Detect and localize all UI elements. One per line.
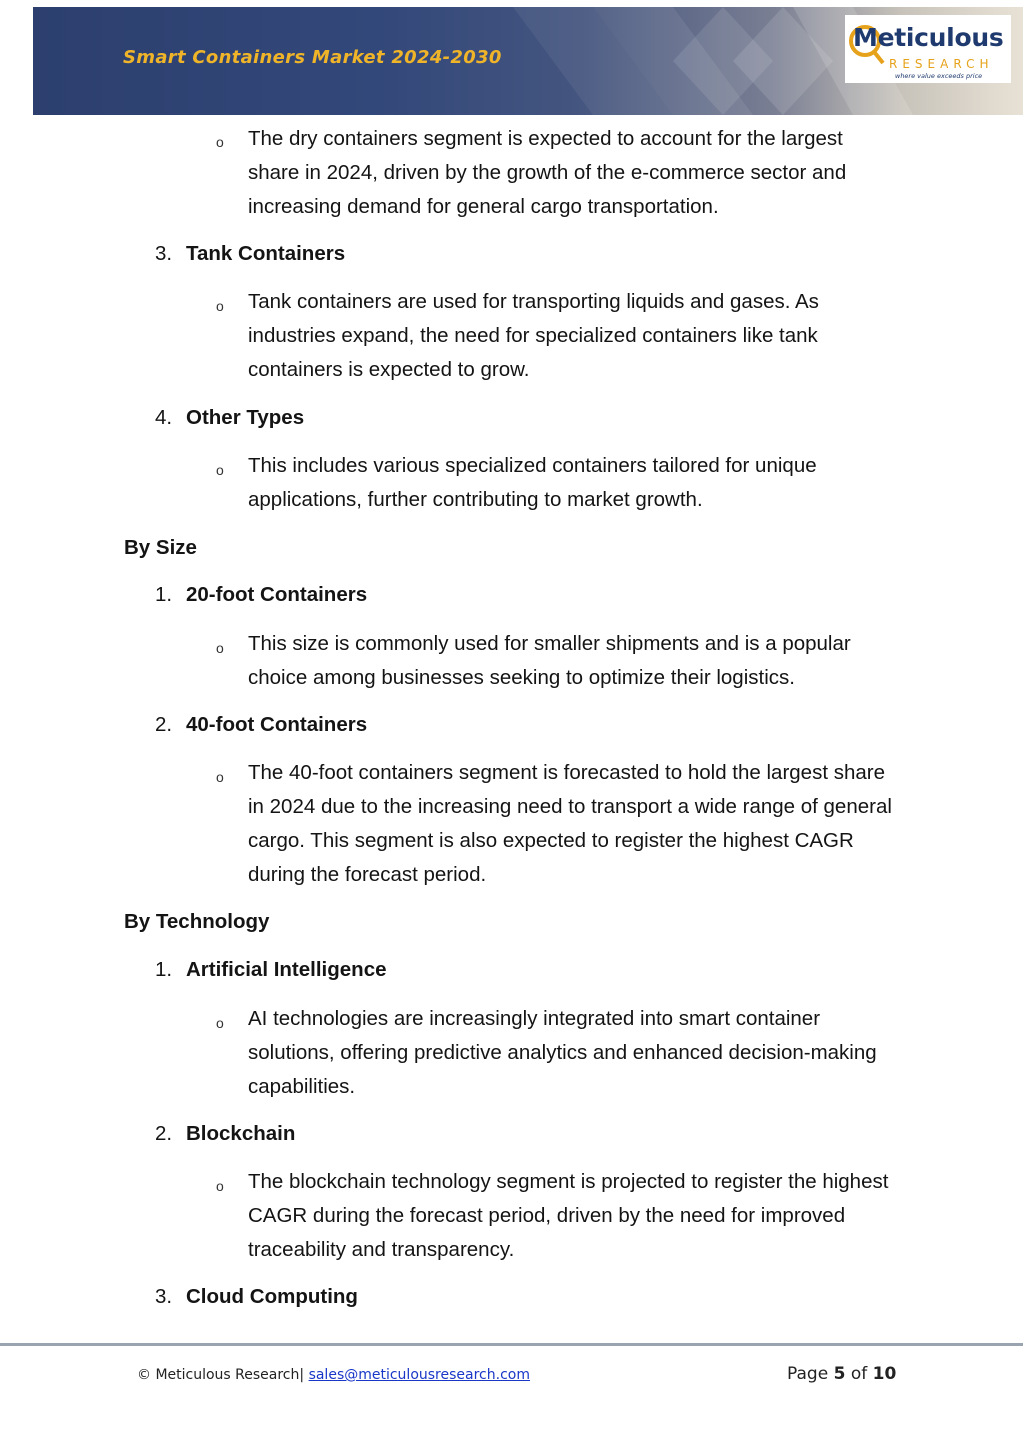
list-item-title: Other Types	[186, 406, 305, 429]
page-current: 5	[833, 1364, 846, 1384]
bullet-marker: o	[216, 134, 224, 150]
list-item-text: This size is commonly used for smaller shipments and is a popular choice among businesses seeking to optimize their logistics.	[248, 632, 851, 689]
bullet-marker: o	[216, 1178, 224, 1194]
list-number: 1.	[155, 958, 173, 981]
list-number: 2.	[155, 713, 173, 736]
header-banner	[33, 7, 1023, 115]
copyright-text: © Meticulous Research|	[137, 1367, 305, 1383]
header-title: Smart Containers Market 2024-2030	[123, 47, 502, 68]
section-heading-size: By Size	[124, 536, 197, 559]
list-number: 3.	[155, 1285, 173, 1308]
bullet-marker: o	[216, 1015, 224, 1031]
bullet-marker: o	[216, 769, 224, 785]
list-item-title: Tank Containers	[186, 242, 346, 265]
list-number: 1.	[155, 583, 173, 606]
bullet-marker: o	[216, 640, 224, 656]
list-item-text: AI technologies are increasingly integrated into smart container solutions, offering predictive analytics and enhanced decision-making capabilities.	[248, 1007, 877, 1098]
section-heading-technology: By Technology	[124, 910, 270, 933]
list-item-text: The blockchain technology segment is projected to register the highest CAGR during the forecast period, driven by the need for improved traceability and transparency.	[248, 1170, 889, 1261]
list-number: 3.	[155, 242, 173, 265]
list-item-title: Cloud Computing	[186, 1285, 358, 1308]
bullet-marker: o	[216, 298, 224, 314]
bullet-marker: o	[216, 462, 224, 478]
list-item-title: Blockchain	[186, 1122, 296, 1145]
list-item-text: Tank containers are used for transporting liquids and gases. As industries expand, the need for specialized containers like tank containers is expected to grow.	[248, 290, 819, 381]
page-of: of	[850, 1364, 868, 1384]
list-item-text: The 40-foot containers segment is forecasted to hold the largest share in 2024 due to the increasing need to transport a wide range of general cargo. This segment is also expected to register the highest CAGR during the forecast period.	[248, 761, 892, 886]
footer-divider	[0, 1343, 1023, 1346]
list-number: 2.	[155, 1122, 173, 1145]
page-prefix: Page	[787, 1364, 829, 1384]
logo-subtitle: RESEARCH	[889, 57, 994, 71]
page-total: 10	[872, 1364, 897, 1384]
list-item-title: 40-foot Containers	[186, 713, 368, 736]
list-item-text: This includes various specialized containers tailored for unique applications, further contributing to market growth.	[248, 454, 817, 511]
company-logo	[845, 15, 1011, 83]
list-item-title: Artificial Intelligence	[186, 958, 387, 981]
list-item-title: 20-foot Containers	[186, 583, 368, 606]
logo-tagline: where value exceeds price	[895, 72, 983, 80]
logo-name: Meticulous	[853, 23, 1004, 52]
list-item-text: The dry containers segment is expected to account for the largest share in 2024, driven by the growth of the e-commerce sector and increasing demand for general cargo transportation.	[248, 127, 847, 218]
list-number: 4.	[155, 406, 173, 429]
email-link[interactable]: sales@meticulousresearch.com	[308, 1367, 530, 1383]
page-number	[787, 1364, 896, 1384]
footer-copyright	[137, 1367, 530, 1383]
